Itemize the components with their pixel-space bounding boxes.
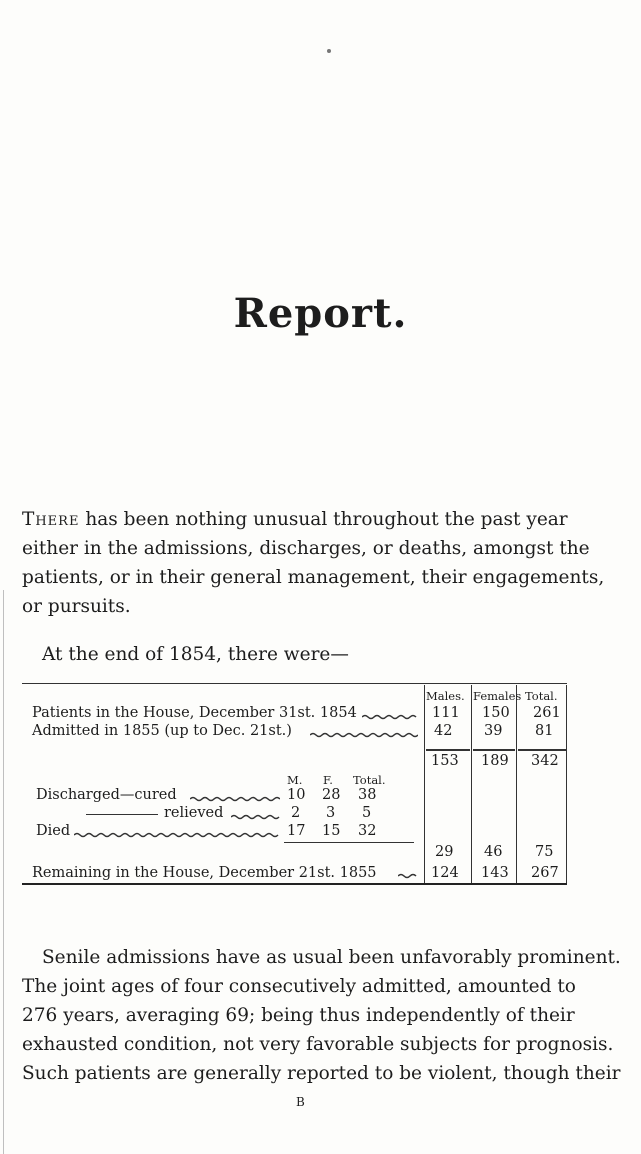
closing-line-4: exhausted condition, not very favorable subjects for prognosis. [22,1034,614,1055]
row1-males: 111 [432,705,460,721]
deductions-total: 75 [535,844,554,860]
row-label-patients-1854: Patients in the House, December 31st. 1854 [32,705,357,721]
leader-line [398,873,420,879]
died-f: 15 [322,823,341,839]
closing-line-2: The joint ages of four consecutively admitted, amounted to [22,976,576,997]
row-label-remaining: Remaining in the House, December 21st. 1855 [32,865,377,881]
cured-f: 28 [322,787,341,803]
relieved-total: 5 [362,805,372,821]
subtotal-males: 153 [431,753,459,769]
row2-males: 42 [434,723,453,739]
sub-header-m: M. [287,773,303,787]
intro-line-3: patients, or in their general management, their engagements, [22,567,605,588]
died-total: 32 [358,823,377,839]
page-heading: Report. [233,290,408,337]
sub-header-total: Total. [353,773,386,787]
subtotal-rule [473,749,515,751]
col-divider-3 [516,685,517,883]
row1-total: 261 [533,705,561,721]
header-males: Males. [426,689,465,703]
row-label-died: Died [36,823,71,839]
cured-total: 38 [358,787,377,803]
col-divider-4 [566,685,567,883]
leader-line [231,814,281,820]
row2-females: 39 [484,723,503,739]
leader-line [190,796,280,802]
closing-line-3: 276 years, averaging 69; being thus independently of their [22,1005,575,1026]
deductions-females: 46 [484,844,503,860]
subtotal-total: 342 [531,753,559,769]
signature-mark: B [296,1095,305,1109]
deductions-males: 29 [435,844,454,860]
remaining-total: 267 [531,865,559,881]
year-end-line: At the end of 1854, there were— [42,644,349,665]
remaining-females: 143 [481,865,509,881]
relieved-m: 2 [291,805,301,821]
remaining-males: 124 [431,865,459,881]
col-divider-2 [471,685,472,883]
intro-line-4: or pursuits. [22,596,131,617]
row-label-admitted-1855: Admitted in 1855 (up to Dec. 21st.) [32,723,292,739]
died-m: 17 [287,823,306,839]
row2-total: 81 [535,723,554,739]
subtotal-rule [518,749,566,751]
relieved-f: 3 [326,805,336,821]
sub-header-f: F. [323,773,333,787]
leader-line [310,732,418,738]
col-divider-1 [424,685,425,883]
intro-line-1: There has been nothing unusual throughout the past year [22,509,568,530]
row-label-discharged-cured: Discharged—cured [36,787,177,803]
paper-speck [327,49,331,53]
deductions-rule [284,842,414,843]
leader-line [362,714,418,720]
leader-line [74,832,280,838]
subtotal-rule [426,749,470,751]
row1-females: 150 [482,705,510,721]
header-females: Females [473,689,522,703]
cured-m: 10 [287,787,306,803]
ditto-dash [86,814,158,815]
statistics-table [22,683,567,885]
header-total: Total. [525,689,558,703]
closing-line-5: Such patients are generally reported to be violent, though their [22,1063,621,1084]
margin-line [3,590,4,1154]
subtotal-females: 189 [481,753,509,769]
intro-line-2: either in the admissions, discharges, or deaths, amongst the [22,538,590,559]
row-label-relieved: relieved [164,805,224,821]
intro-first-word: There [22,509,80,530]
table-top-rule [22,683,567,684]
closing-line-1: Senile admissions have as usual been unfavorably prominent. [42,947,621,968]
